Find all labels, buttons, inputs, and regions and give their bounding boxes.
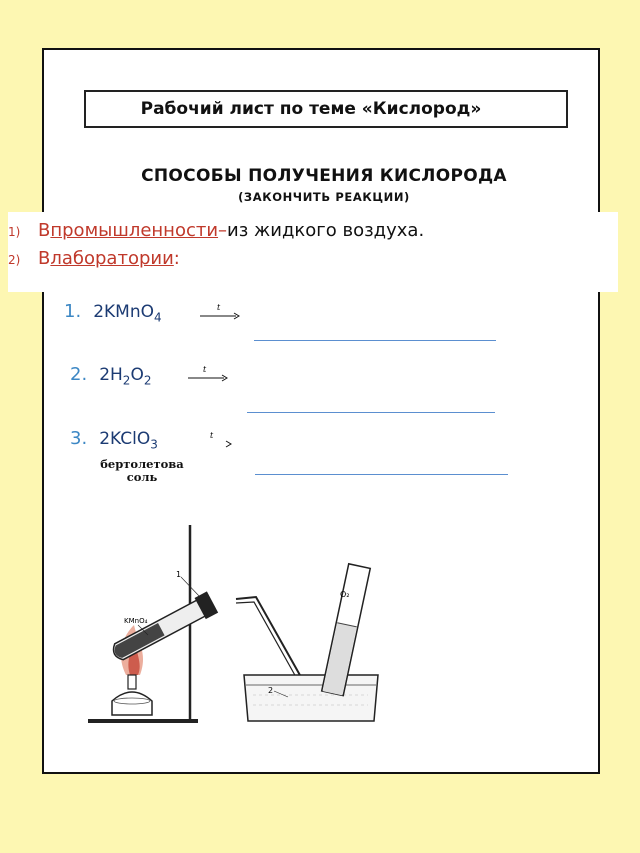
reaction-arrow-icon: [186, 364, 232, 384]
method-suffix: из жидкого воздуха.: [227, 220, 425, 241]
method-dash: :: [173, 248, 180, 269]
method-number: 2): [8, 253, 21, 267]
answer-line-3[interactable]: [255, 474, 508, 475]
reaction-2: [70, 364, 151, 387]
stand-base: [88, 719, 198, 723]
section-heading: СПОСОБЫ ПОЛУЧЕНИЯ КИСЛОРОДА: [141, 166, 507, 186]
salt-note-line2: соль: [126, 470, 158, 484]
label-kmno4: KMnO₄: [124, 617, 148, 625]
reaction-condition: t: [210, 431, 214, 440]
reaction-arrow-icon: [198, 302, 244, 322]
label-o2: O₂: [340, 590, 350, 599]
salt-note-line1: бертолетова: [100, 457, 184, 471]
reaction-formula: 2KClO$_3$: [99, 429, 158, 452]
label-1: 1: [176, 570, 182, 579]
oxygen-apparatus-illustration: [78, 525, 384, 745]
answer-line-1[interactable]: [254, 340, 496, 341]
worksheet-title: Рабочий лист по теме «Кислород»: [84, 90, 568, 128]
lamp-wick: [128, 675, 136, 689]
method-highlight: лаборатории: [50, 248, 174, 269]
reaction-arrow-icon: [204, 430, 234, 450]
method-prefix: В: [38, 220, 51, 241]
reaction-formula: $2H_2O_2$: [99, 365, 152, 388]
reaction-number: 1.: [64, 301, 82, 322]
reaction-number: 2.: [70, 364, 88, 385]
method-number: 1): [8, 225, 21, 239]
method-industry: [8, 220, 424, 248]
label-2: 2: [268, 686, 274, 695]
reaction-number: 3.: [70, 428, 88, 449]
method-prefix: В: [38, 248, 51, 269]
answer-line-2[interactable]: [247, 412, 495, 413]
water-trough: [244, 675, 378, 721]
worksheet-sheet: [8, 48, 600, 774]
reaction-condition: t: [203, 365, 207, 374]
reaction-3: [70, 428, 158, 451]
reaction-condition: t: [217, 303, 221, 312]
reaction-1: [64, 301, 162, 324]
reaction-formula: 2KMnO$_4$: [93, 302, 162, 325]
test-tube: [109, 591, 218, 664]
method-highlight: промышленности: [50, 220, 219, 241]
methods-list: [8, 212, 618, 292]
method-dash: –: [218, 220, 228, 241]
method-laboratory: [8, 248, 180, 276]
section-subheading: (ЗАКОНЧИТЬ РЕАКЦИИ): [238, 190, 410, 204]
salt-note: [82, 458, 202, 484]
